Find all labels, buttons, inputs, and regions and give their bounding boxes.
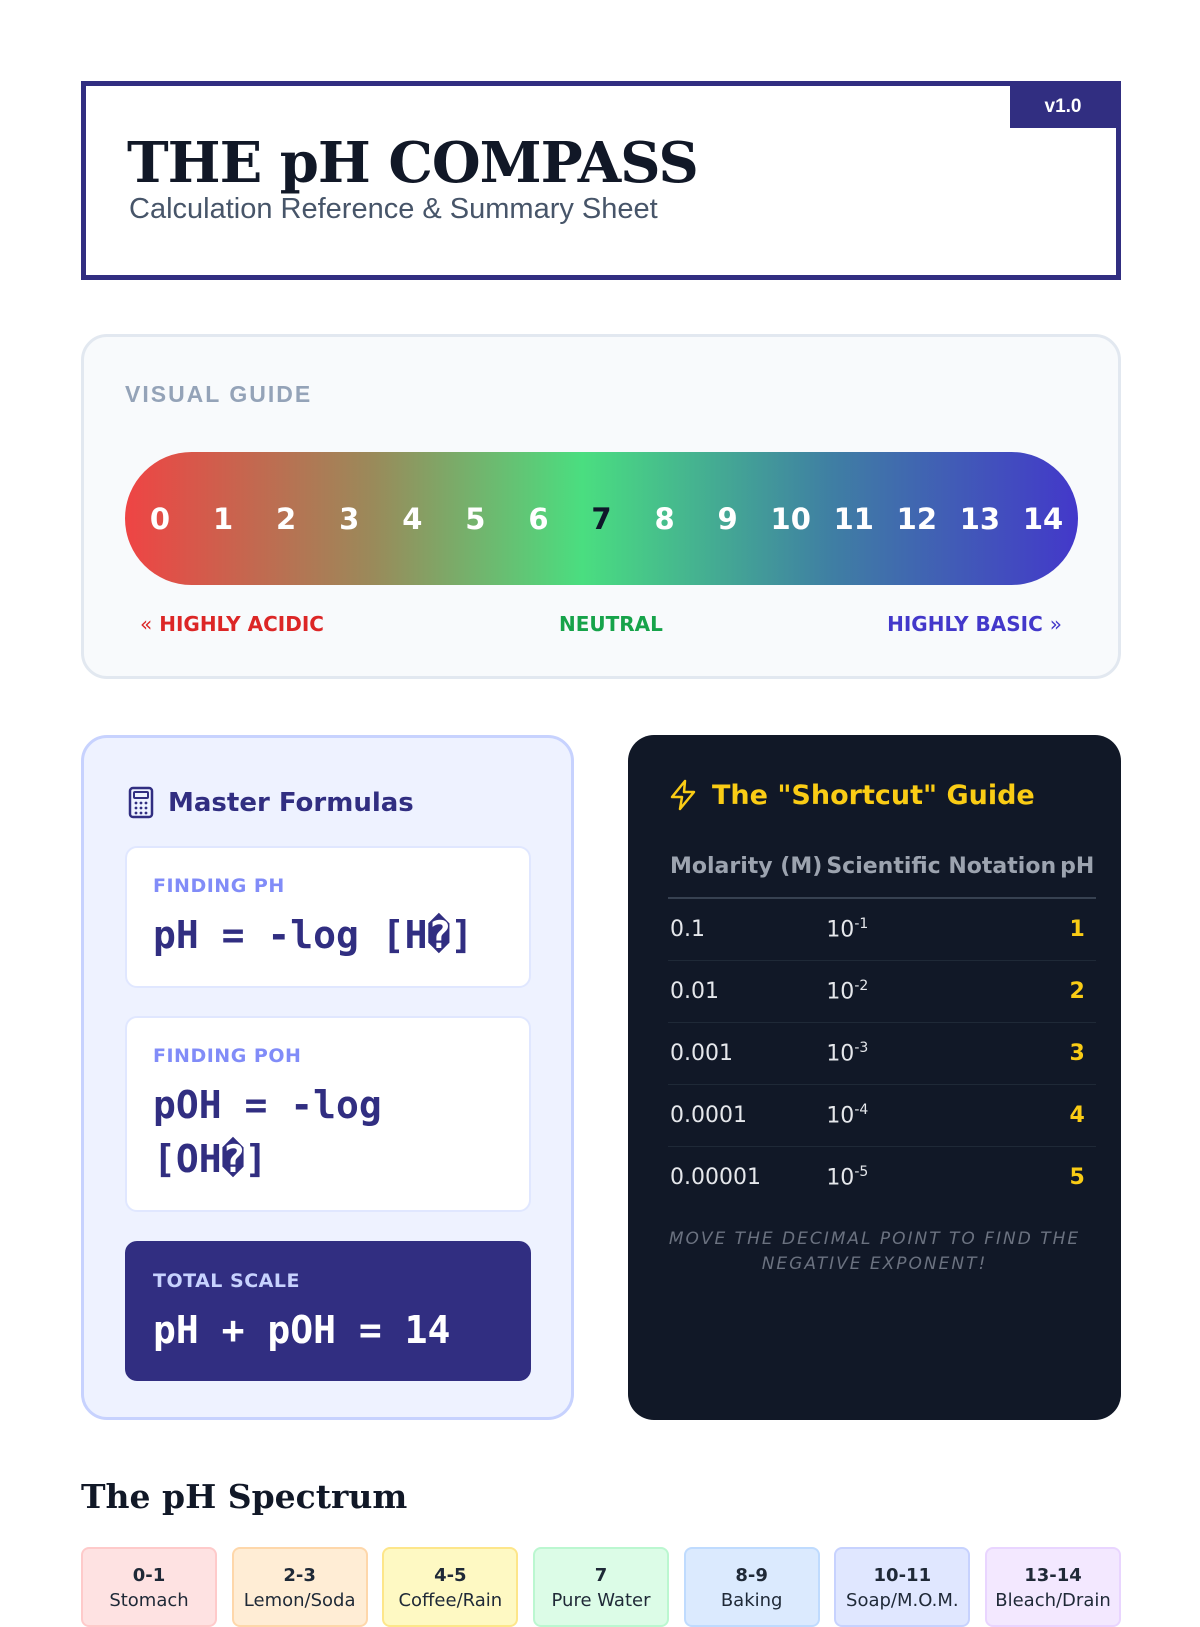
molarity-cell: 0.00001 bbox=[670, 1164, 761, 1190]
formula-card-poh bbox=[125, 1016, 531, 1212]
spectrum-card bbox=[834, 1547, 970, 1627]
formula-poh-label: FINDING POH bbox=[153, 1045, 302, 1067]
column-header-ph: pH bbox=[1058, 835, 1096, 898]
shortcut-table bbox=[668, 835, 1096, 1208]
table-row bbox=[668, 1084, 1096, 1146]
ph-cell: 1 bbox=[1058, 898, 1096, 960]
scale-tick-8: 8 bbox=[654, 501, 675, 536]
scale-tick-6: 6 bbox=[528, 501, 549, 536]
shortcut-guide-title: The "Shortcut" Guide bbox=[712, 779, 1035, 811]
visual-guide-card bbox=[81, 334, 1121, 679]
spectrum-range: 8-9 bbox=[735, 1565, 768, 1586]
scale-tick-3: 3 bbox=[339, 501, 360, 536]
shortcut-table-header-row bbox=[668, 835, 1096, 898]
spectrum-example: Pure Water bbox=[551, 1590, 651, 1611]
molarity-cell: 0.01 bbox=[668, 960, 824, 1022]
spectrum-card bbox=[985, 1547, 1121, 1627]
shortcut-guide-header bbox=[668, 779, 1035, 811]
scale-tick-7: 7 bbox=[591, 501, 612, 536]
spectrum-range: 2-3 bbox=[283, 1565, 316, 1586]
scale-tick-2: 2 bbox=[276, 501, 297, 536]
formula-ph-label: FINDING PH bbox=[153, 875, 285, 897]
page-title: THE pH COMPASS bbox=[127, 130, 698, 196]
scale-tick-9: 9 bbox=[717, 501, 738, 536]
spectrum-example: Baking bbox=[720, 1590, 783, 1611]
header-card bbox=[81, 81, 1121, 280]
spectrum-range: 7 bbox=[594, 1565, 608, 1586]
scale-tick-0: 0 bbox=[149, 501, 171, 536]
spectrum-example: Soap/M.O.M. bbox=[846, 1590, 959, 1611]
scale-tick-10: 10 bbox=[770, 501, 811, 536]
chevrons-left-icon: « bbox=[140, 612, 153, 636]
notation-cell: $10^{-1}$ bbox=[824, 898, 1058, 960]
molarity-cell: 0.001 bbox=[668, 1022, 824, 1084]
ph-cell: 5 bbox=[1069, 1164, 1085, 1190]
molarity-cell: 0.0001 bbox=[668, 1084, 824, 1146]
ph-spectrum-row bbox=[81, 1547, 1121, 1611]
spectrum-title: The pH Spectrum bbox=[81, 1477, 408, 1516]
scale-tick-1: 1 bbox=[212, 501, 234, 536]
spectrum-card bbox=[382, 1547, 518, 1627]
zone-acidic-label: HIGHLY ACIDIC bbox=[159, 612, 324, 636]
formula-ph-equation: pH = -log [H⁠�] bbox=[153, 913, 474, 957]
zone-acidic bbox=[140, 612, 324, 636]
table-row bbox=[668, 1022, 1096, 1084]
scale-tick-11: 11 bbox=[833, 501, 874, 536]
zone-neutral-label: NEUTRAL bbox=[559, 612, 663, 636]
formula-card-total bbox=[125, 1241, 531, 1381]
ph-scale-bar bbox=[125, 452, 1078, 585]
page-subtitle: Calculation Reference & Summary Sheet bbox=[129, 193, 658, 225]
formula-total-equation: pH + pOH = 14 bbox=[153, 1308, 451, 1352]
ph-cell: 2 bbox=[1058, 960, 1096, 1022]
molarity-cell: 0.1 bbox=[668, 898, 824, 960]
spectrum-card bbox=[81, 1547, 217, 1627]
master-formulas-title: Master Formulas bbox=[168, 787, 414, 818]
calculator-icon bbox=[128, 786, 154, 819]
formula-card-ph bbox=[125, 846, 531, 988]
spectrum-range: 10-11 bbox=[873, 1565, 932, 1586]
notation-cell: $10^{-5}$ bbox=[826, 1164, 869, 1191]
table-row bbox=[668, 898, 1096, 960]
zone-basic-label: HIGHLY BASIC bbox=[887, 612, 1043, 636]
table-row bbox=[668, 1146, 1096, 1208]
spectrum-card bbox=[232, 1547, 368, 1627]
zone-basic bbox=[887, 612, 1062, 636]
formula-poh-equation: pOH = -log [OH�] bbox=[153, 1083, 382, 1181]
master-formulas-header bbox=[128, 786, 414, 819]
spectrum-card bbox=[533, 1547, 669, 1627]
scale-tick-5: 5 bbox=[465, 501, 486, 536]
master-formulas-card bbox=[81, 735, 574, 1420]
table-row bbox=[668, 960, 1096, 1022]
ph-cell: 4 bbox=[1058, 1084, 1096, 1146]
notation-cell: $10^{-2}$ bbox=[824, 960, 1058, 1022]
spectrum-range: 13-14 bbox=[1024, 1565, 1082, 1586]
shortcut-note: MOVE THE DECIMAL POINT TO FIND THE NEGATIVE EXPONENT! bbox=[668, 1229, 1081, 1274]
notation-cell: $10^{-3}$ bbox=[824, 1022, 1058, 1084]
scale-tick-13: 13 bbox=[959, 501, 1001, 536]
scale-tick-4: 4 bbox=[402, 501, 423, 536]
shortcut-guide-card bbox=[628, 735, 1121, 1420]
version-badge: v1.0 bbox=[1010, 86, 1116, 128]
notation-cell: $10^{-4}$ bbox=[824, 1084, 1058, 1146]
ph-cell: 3 bbox=[1058, 1022, 1096, 1084]
spectrum-range: 4-5 bbox=[434, 1565, 467, 1586]
visual-guide-label: VISUAL GUIDE bbox=[125, 381, 313, 407]
column-header-notation: Scientific Notation bbox=[824, 835, 1058, 898]
column-header-molarity: Molarity (M) bbox=[668, 835, 824, 898]
chevrons-right-icon: » bbox=[1049, 612, 1062, 636]
spectrum-example: Coffee/Rain bbox=[398, 1590, 503, 1611]
spectrum-example: Stomach bbox=[109, 1590, 189, 1611]
spectrum-example: Lemon/Soda bbox=[243, 1590, 356, 1611]
scale-tick-14: 14 bbox=[1022, 501, 1064, 536]
spectrum-example: Bleach/Drain bbox=[995, 1590, 1111, 1611]
lightning-icon bbox=[668, 779, 698, 811]
scale-tick-12: 12 bbox=[896, 501, 938, 536]
formula-total-label: TOTAL SCALE bbox=[153, 1270, 300, 1292]
spectrum-range: 0-1 bbox=[132, 1565, 166, 1586]
spectrum-card bbox=[684, 1547, 820, 1627]
